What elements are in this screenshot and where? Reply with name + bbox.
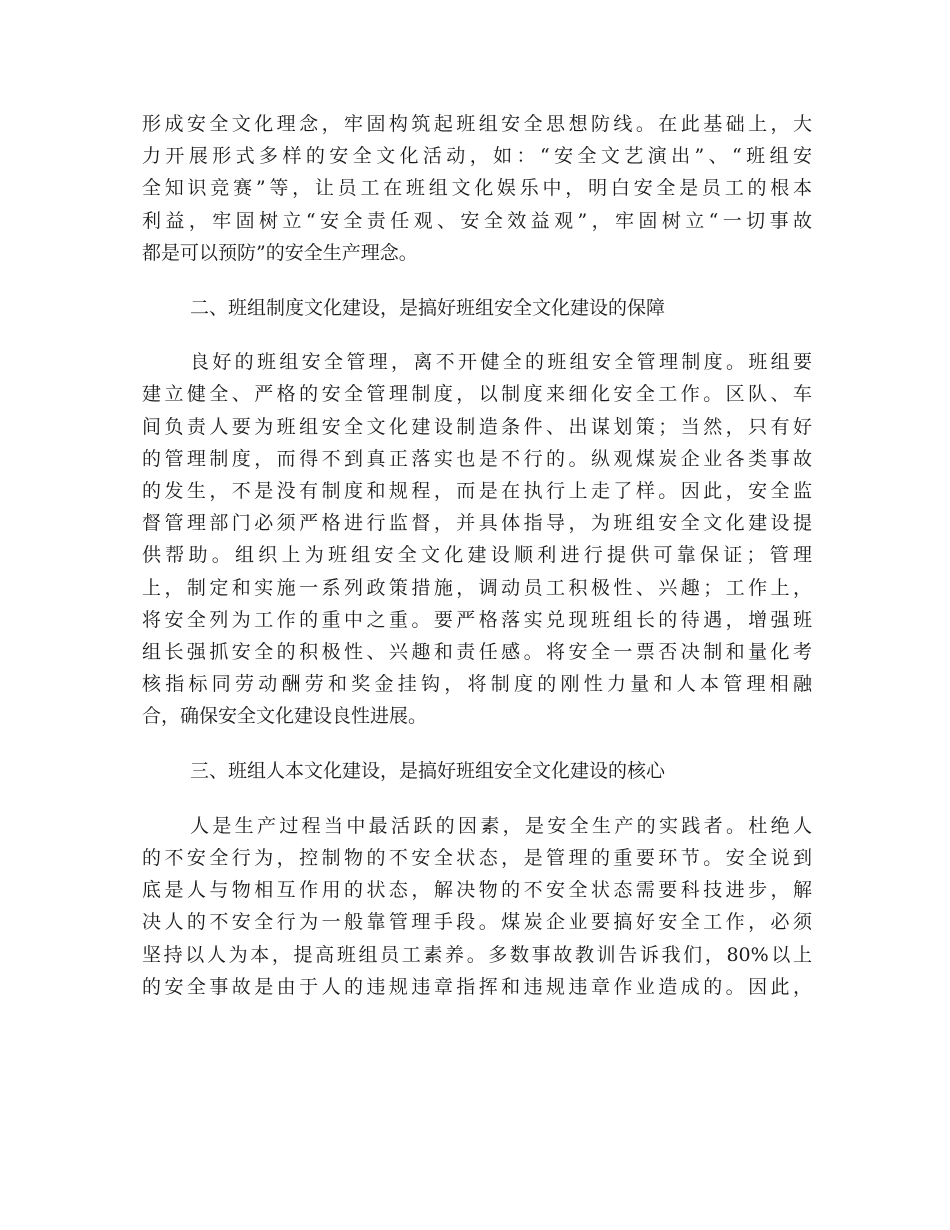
text-line: 上，制定和实施一系列政策措施，调动员工积极性、兴趣；工作上， <box>142 576 812 599</box>
text-line: 坚持以人为本，提高班组员工素养。多数事故教训告诉我们，80%以上 <box>142 943 812 966</box>
text-line: 督管理部门必须严格进行监督，并具体指导，为班组安全文化建设提 <box>142 512 812 535</box>
text-line: 组长强抓安全的积极性、兴趣和责任感。将安全一票否决制和量化考 <box>142 641 812 664</box>
text-line: 核指标同劳动酬劳和奖金挂钩，将制度的刚性力量和人本管理相融 <box>142 673 812 696</box>
text-line: 人是生产过程当中最活跃的因素，是安全生产的实践者。杜绝人 <box>190 814 812 837</box>
text-line: 底是人与物相互作用的状态，解决物的不安全状态需要科技进步，解 <box>142 879 812 902</box>
document-body <box>142 108 812 1003</box>
paragraph-institution-culture <box>142 346 812 732</box>
text-line: 全知识竞赛”等，让员工在班组文化娱乐中，明白安全是员工的根本 <box>142 177 812 200</box>
section-heading-2 <box>142 292 812 324</box>
text-line: 的管理制度，而得不到真正落实也是不行的。纵观煤炭企业各类事故 <box>142 447 812 470</box>
text-line: 的不安全行为，控制物的不安全状态，是管理的重要环节。安全说到 <box>142 847 812 870</box>
text-line: 供帮助。组织上为班组安全文化建设顺利进行提供可靠保证；管理 <box>142 544 812 567</box>
text-line: 合，确保安全文化建设良性进展。 <box>142 705 428 728</box>
paragraph-people-culture <box>142 810 812 1003</box>
text-line: 力开展形式多样的安全文化活动，如：“安全文艺演出”、“班组安 <box>142 145 812 168</box>
text-line: 的安全事故是由于人的违规违章指挥和违规违章作业造成的。因此， <box>142 975 812 998</box>
section-heading-3 <box>142 755 812 787</box>
text-line: 形成安全文化理念，牢固构筑起班组安全思想防线。在此基础上，大 <box>142 113 812 135</box>
text-line: 良好的班组安全管理，离不开健全的班组安全管理制度。班组要 <box>190 351 812 374</box>
heading-text: 二、班组制度文化建设，是搞好班组安全文化建设的保障 <box>190 296 666 319</box>
text-line: 都是可以预防”的安全生产理念。 <box>142 241 418 264</box>
text-line: 将安全列为工作的重中之重。要严格落实兑现班组长的待遇，增强班 <box>142 608 812 631</box>
paragraph-continued <box>142 108 812 269</box>
text-line: 的发生，不是没有制度和规程，而是在执行上走了样。因此，安全监 <box>142 480 812 503</box>
text-line: 间负责人要为班组安全文化建设制造条件、出谋划策；当然，只有好 <box>142 415 812 438</box>
text-line: 建立健全、严格的安全管理制度，以制度来细化安全工作。区队、车 <box>142 383 812 406</box>
heading-text: 三、班组人本文化建设，是搞好班组安全文化建设的核心 <box>190 760 666 783</box>
text-line: 利益，牢固树立“安全责任观、安全效益观”，牢固树立“一切事故 <box>142 209 812 232</box>
text-line: 决人的不安全行为一般靠管理手段。煤炭企业要搞好安全工作，必须 <box>142 911 812 934</box>
